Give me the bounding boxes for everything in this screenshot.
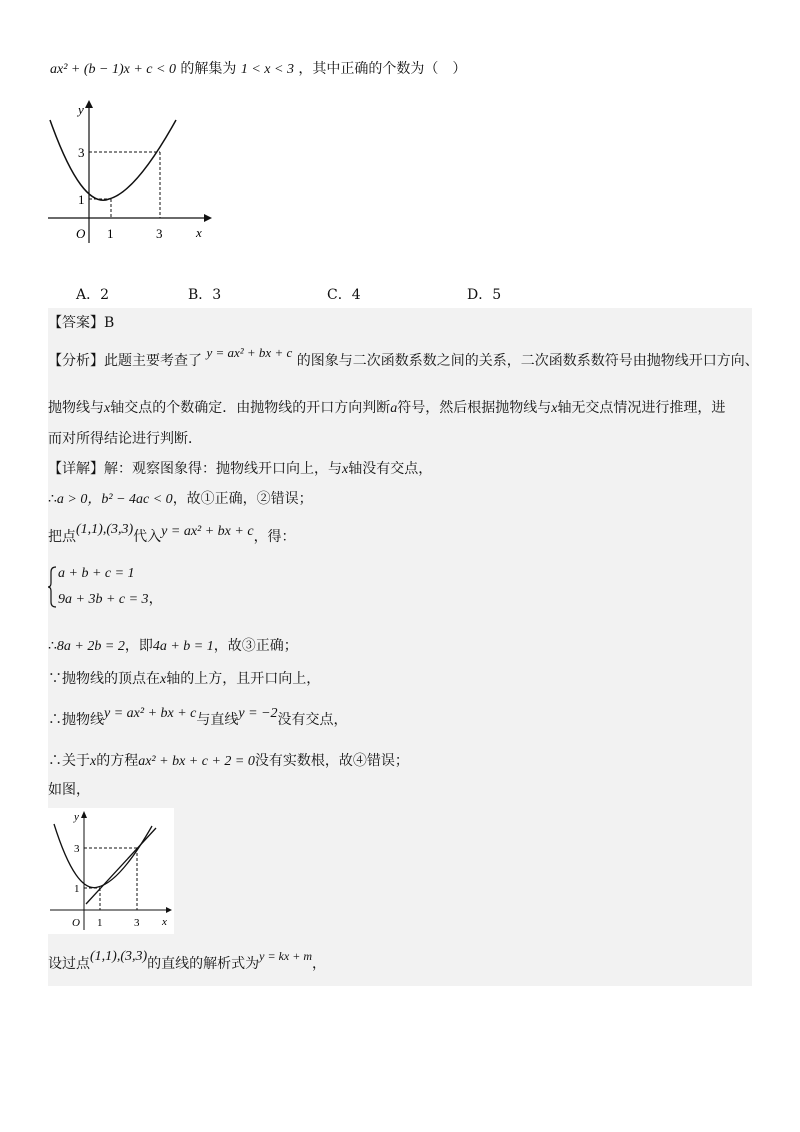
option-b[interactable]: B．3 [188,287,222,303]
y-tick-label-1: 1 [78,192,85,207]
option-a[interactable]: A．2 [76,287,110,303]
x-axis-label: x [162,916,167,928]
question-line: ax² + (b − 1)x + c < 0 的解集为 1 < x < 3 ，其中正确的个数为（ ） [50,61,467,77]
figure-panel [48,808,174,934]
analysis-line-2: 抛物线与x轴交点的个数确定．由抛物线的开口方向判断a符号，然后根据抛物线与x轴无交点情况进行推理，进 [48,400,726,416]
detail-line-5: ∵抛物线的顶点在x轴的上方，且开口向上， [48,671,321,687]
left-brace-icon [48,566,58,608]
origin-label: O [72,917,80,929]
detail-line-1: 【详解】解：观察图象得：抛物线开口向上，与x轴没有交点， [48,461,433,477]
y-axis-label: y [78,102,84,117]
detail-line-8: 如图， [48,782,90,798]
detail-line-9: 设过点(1,1),(3,3)的直线的解析式为y = kx + m， [48,949,326,972]
detail-line-2: ∴a > 0，b² − 4ac < 0，故①正确，②错误； [48,491,313,507]
answer-line: 【答案】B [48,315,115,331]
analysis-line-1: 【分析】此题主要考查了 y = ax² + bx + c 的图象与二次函数系数之间的关系，二次函数系数符号由抛物线开口方向、 [48,345,759,369]
tick-label-1: 1 [107,226,114,241]
option-c[interactable]: C．4 [327,287,361,303]
tick-label-1: 1 [97,917,103,929]
detail-line-6: ∴抛物线y = ax² + bx + c与直线y = −2没有交点， [48,706,348,728]
y-tick-label-3: 3 [74,843,80,855]
parabola-graph-1 [44,98,214,248]
tick-label-3: 3 [134,917,140,929]
detail-line-4: ∴8a + 2b = 2，即4a + b = 1，故③正确； [48,638,298,654]
y-tick-label-1: 1 [74,883,80,895]
equation-system: a + b + c = 1 9a + 3b + c = 3， [48,566,268,608]
detail-line-3: 把点(1,1),(3,3)代入y = ax² + bx + c，得： [48,522,296,545]
inequality: ax² + (b − 1)x + c < 0 [50,62,176,77]
origin-label: O [76,226,86,241]
detail-line-7: ∴关于x的方程ax² + bx + c + 2 = 0没有实数根，故④错误； [48,753,409,769]
parabola-graph-2 [48,808,174,934]
y-axis-label: y [74,811,79,823]
analysis-line-3: 而对所得结论进行判断． [48,431,202,447]
tick-label-3: 3 [156,226,163,241]
option-d[interactable]: D．5 [467,287,502,303]
y-tick-label-3: 3 [78,145,85,160]
x-axis-label: x [196,225,202,240]
